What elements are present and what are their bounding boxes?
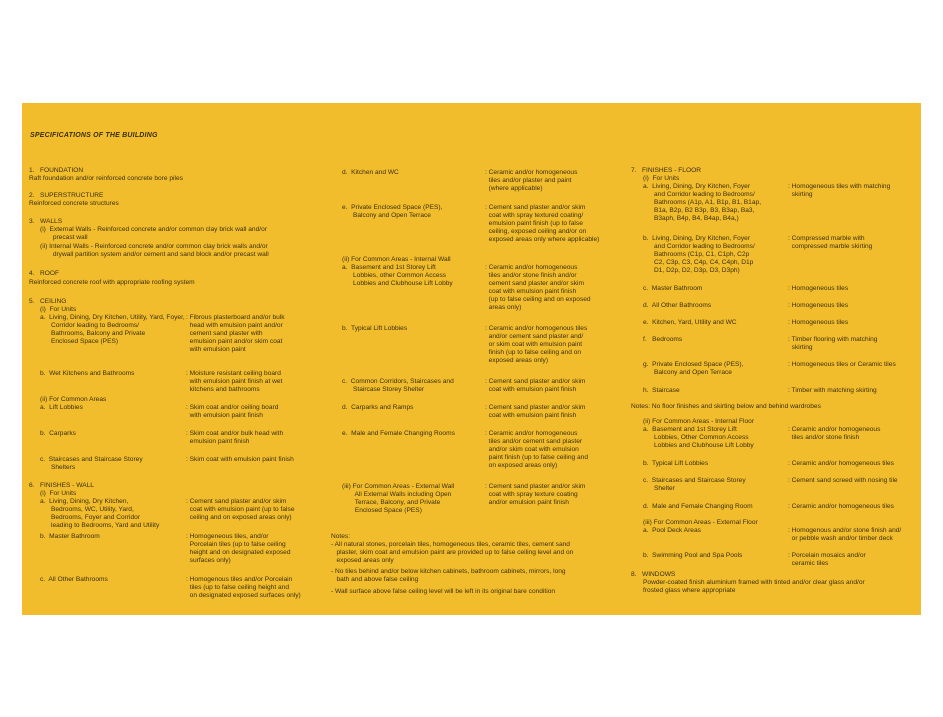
spec-text: : Ceramic and/or homogeneous tiles and/or plaster and paint (where applicable) (485, 169, 578, 192)
spec-text: Notes: No floor finishes and skirting below and behind wardrobes (631, 403, 821, 410)
page-title: SPECIFICATIONS OF THE BUILDING (30, 132, 158, 139)
spec-text: (i) For Units (40, 490, 77, 497)
spec-text: : Ceramic and/or homogeneous tiles (788, 503, 894, 510)
spec-text: c. Staircases and Staircase Storey Shelter (643, 477, 746, 492)
spec-text: a. Living, Dining, Dry Kitchen, Bedrooms, WC, Utility, Yard, Bedrooms, Foyer and Corridor leading to Bedrooms, Yard and Utility (40, 498, 160, 529)
spec-text: : Cement sand plaster and/or skim coat with emulsion paint finish (485, 404, 586, 419)
spec-text: : Compressed marble with compressed marble skirting (788, 235, 873, 250)
spec-text: b. Carparks (40, 430, 76, 437)
spec-text: : Timber flooring with matching skirting (788, 336, 878, 351)
specification-sheet (22, 103, 921, 615)
spec-text: f. Bedrooms (643, 336, 683, 343)
spec-text: Raft foundation and/or reinforced concrete bore piles (29, 175, 183, 182)
spec-text: 1. FOUNDATION (29, 167, 84, 174)
spec-text: 7. FINISHES - FLOOR (631, 167, 701, 174)
spec-text: a. Pool Deck Areas (643, 527, 701, 534)
spec-text: : Moisture resistant ceiling board with emulsion paint finish at wet kitchens and bathrooms (186, 370, 283, 393)
spec-text: b. Master Bathroom (40, 533, 100, 540)
spec-text: (ii) Internal Walls - Reinforced concrete and/or common clay brick walls and/or drywall partition system and/or cement and sand block and/or precast wall (40, 243, 269, 258)
spec-text: : Homogenous tiles and/or Porcelain tiles (up to false ceiling height and on designated exposed surfaces only) (186, 576, 301, 599)
spec-text: (i) For Units (643, 175, 680, 182)
spec-text: 6. FINISHES - WALL (29, 482, 94, 489)
spec-text: e. Kitchen, Yard, Utility and WC (643, 319, 737, 326)
spec-text: c. All Other Bathrooms (40, 576, 108, 583)
spec-text: : Cement sand plaster and/or skim coat with spray texture coating and/or emulsion paint finish (485, 483, 586, 506)
spec-text: a. Living, Dining, Dry Kitchen, Foyer and Corridor leading to Bedrooms/ Bathrooms (A1p, A1, B1p, B1, B1ap, B1a, B2p, B2 B3p, B3, B3ap, Ba3, B3aph, B4p, B4, B4ap, B4a,) (643, 183, 762, 222)
spec-text: b. Living, Dining, Dry Kitchen, Foyer and Corridor leading to Bedrooms/ Bathrooms (C1p, C1, C1ph, C2p C2, C3p, C3, C4p, C4, C4ph, D1p D1, D2p, D2, D3p, D3, D3ph) (643, 235, 755, 274)
spec-text: : Ceramic and/or homogeneous tiles and/or cement sand plaster and/or skim coat with emulsion paint finish (up to false ceiling and on exposed areas only) (485, 430, 588, 469)
spec-text: a. Basement and 1st Storey Lift Lobbies, other Common Access Lobbies and Clubhouse Lift Lobby (342, 264, 453, 287)
spec-text: d. All Other Bathrooms (643, 302, 712, 309)
spec-text: : Ceramic and/or homogeneous tiles and/or stone finish and/or cement sand plaster and/or skim coat with emulsion paint finish (up to false ceiling and on exposed areas only) (485, 264, 591, 311)
spec-text: : Homogeneous tiles (788, 285, 849, 292)
spec-text: - All natural stones, porcelain tiles, homogeneous tiles, ceramic tiles, cement sand plaster, skim coat and emulsion paint are provided up to false ceiling level and on exposed areas only (331, 541, 574, 564)
spec-text: - Wall surface above false ceiling level will be left in its original bare condition (331, 588, 556, 595)
spec-text: : Homogeneous tiles, and/or Porcelain tiles (up to false ceiling height and on designated exposed surfaces only) (186, 533, 291, 564)
spec-text: g. Private Enclosed Space (PES), Balcony and Open Terrace (643, 361, 744, 376)
spec-text: : Homogeneous tiles (788, 319, 849, 326)
spec-text: : Skim coat with emulsion paint finish (186, 456, 294, 463)
spec-text: : Homogeneous tiles with matching skirting (788, 183, 891, 198)
spec-text: d. Kitchen and WC (342, 169, 399, 176)
spec-text: (i) For Units (40, 306, 77, 313)
spec-text: b. Wet Kitchens and Bathrooms (40, 370, 135, 377)
spec-text: (iii) For Common Areas - External Floor (643, 519, 758, 526)
spec-text: : Timber with matching skirting (788, 387, 877, 394)
spec-text: : Ceramic and/or homogenous tiles and/or cement sand plaster and/ or skim coat with emulsion paint finish (up to false ceiling and on exposed areas only) (485, 325, 588, 364)
spec-text: : Cement sand screed with nosing tile (788, 477, 898, 484)
spec-text: : Cement sand plaster and/or skim coat with spray textured coating/ emulsion paint finish (up to false ceiling, exposed ceiling and/or on exposed areas only where applicable) (485, 204, 600, 243)
spec-text: 4. ROOF (29, 270, 60, 277)
spec-text: 5. CEILING (29, 298, 67, 305)
spec-text: : Skim coat and/or ceiling board with emulsion paint finish (186, 404, 279, 419)
spec-text: (iii) For Common Areas - External Wall All External Walls including Open Terrace, Balcony, and Private Enclosed Space (PES) (342, 483, 455, 514)
spec-text: Reinforced concrete roof with appropriate roofing system (29, 279, 195, 286)
spec-text: : Ceramic and/or homogeneous tiles and/or stone finish (788, 426, 881, 441)
spec-text: b. Typical Lift Lobbies (643, 460, 709, 467)
spec-text: d. Male and Female Changing Room (643, 503, 753, 510)
spec-text: - No tiles behind and/or below kitchen cabinets, bathroom cabinets, mirrors, long bath and above false ceiling (331, 568, 566, 583)
spec-text: a. Basement and 1st Storey Lift Lobbies, Other Common Access Lobbies and Clubhouse Lift Lobby (643, 426, 754, 449)
spec-text: Notes: (331, 533, 351, 540)
spec-text: c. Staircases and Staircase Storey Shelters (40, 456, 143, 471)
spec-text: Reinforced concrete structures (29, 200, 119, 207)
spec-text: : Homogenous and/or stone finish and/ or pebble wash and/or timber deck (788, 527, 902, 542)
spec-text: c. Master Bathroom (643, 285, 703, 292)
spec-text: : Homogeneous tiles (788, 302, 849, 309)
spec-text: d. Carparks and Ramps (342, 404, 414, 411)
spec-text: : Porcelain mosaics and/or ceramic tiles (788, 552, 866, 567)
spec-text: : Fibrous plasterboard and/or bulk head with emulsion paint and/or cement sand plaster with emulsion paint and/or skim coat with emulsion paint (186, 314, 285, 353)
spec-text: e. Private Enclosed Space (PES), Balcony and Open Terrace (342, 204, 443, 219)
spec-text: : Homogeneous tiles or Ceramic tiles (788, 361, 896, 368)
spec-text: 8. WINDOWS (631, 571, 676, 578)
spec-text: : Cement sand plaster and/or skim coat with emulsion paint (up to false ceiling and on exposed areas only) (186, 498, 295, 521)
spec-text: (i) External Walls - Reinforced concrete and/or common clay brick wall and/or precast wall (40, 226, 267, 241)
spec-text: b. Typical Lift Lobbies (342, 325, 408, 332)
spec-text: : Cement sand plaster and/or skim coat with emulsion paint finish (485, 378, 586, 393)
spec-text: b. Swimming Pool and Spa Pools (643, 552, 743, 559)
spec-text: 3. WALLS (29, 218, 63, 225)
spec-text: a. Living, Dining, Dry Kitchen, Utility, Yard, Foyer, Corridor leading to Bedrooms/ Bathrooms, Balcony and Private Enclosed Space (PES) (40, 314, 185, 345)
spec-text: h. Staircase (643, 387, 680, 394)
spec-text: : Skim coat and/or bulk head with emulsion paint finish (186, 430, 284, 445)
spec-text: 2. SUPERSTRUCTURE (29, 192, 104, 199)
spec-text: a. Lift Lobbies (40, 404, 83, 411)
spec-text: (ii) For Common Areas - Internal Wall (342, 256, 451, 263)
spec-text: (ii) For Common Areas - Internal Floor (643, 418, 755, 425)
spec-text: Powder-coated finish aluminium framed with tinted and/or clear glass and/or frosted glass where appropriate (643, 579, 865, 594)
spec-text: (ii) For Common Areas (40, 396, 107, 403)
spec-text: e. Male and Female Changing Rooms (342, 430, 455, 437)
spec-text: : Ceramic and/or homogeneous tiles (788, 460, 894, 467)
spec-text: c. Common Corridors, Staircases and Staircase Storey Shelter (342, 378, 454, 393)
